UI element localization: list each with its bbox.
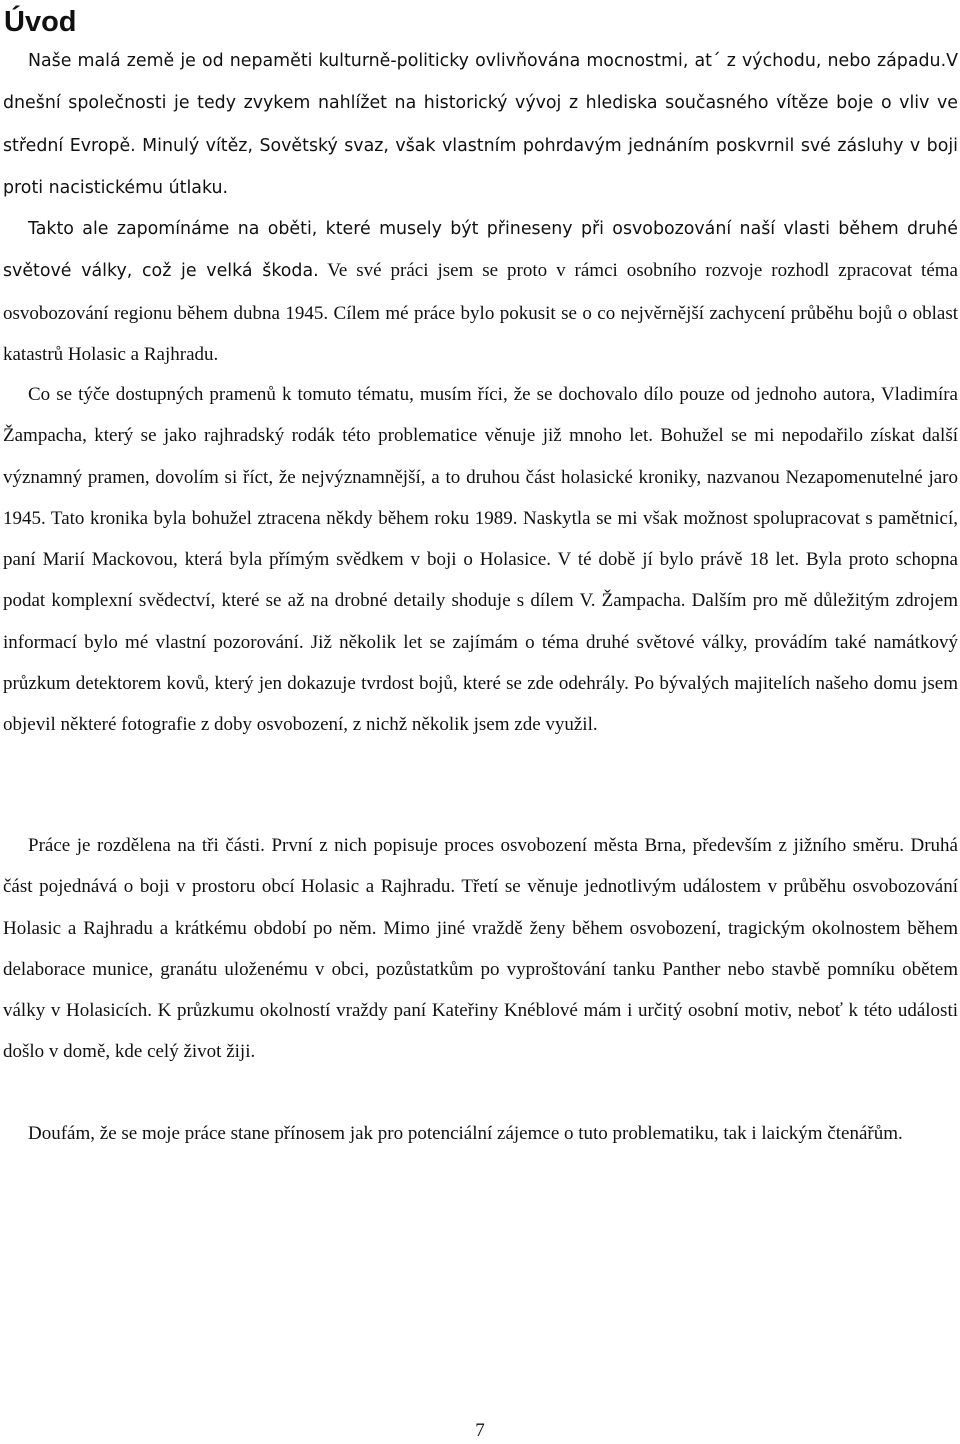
- paragraph-2-serif-text: Ve své práci jsem se proto v rámci osobního rozvoje rozhodl zpracovat téma osvobozování regionu během dubna 1945. Cílem mé práce bylo pokusit se o co nejvěrnější zachycení průběhu bojů o oblast katastrů Holasic a Rajhradu.: [3, 260, 958, 365]
- paragraph-1-text: Naše malá země je od nepaměti kulturně-politicky ovlivňována mocnostmi, at´ z východu, nebo západu.V dnešní společnosti je tedy zvykem nahlížet na historický vývoj z hlediska současného vítěze boje o vliv ve střední Evropě. Minulý vítěz, Sovětský svaz, však vlastním pohrdavým jednáním poskvrnil své zásluhy v boji proti nacistickému útlaku.: [3, 51, 958, 198]
- paragraph-2-sans-text: Takto ale zapomínáme na oběti, které musely být přineseny při osvobozování naší vlasti během druhé světové války, což je velká škoda.: [3, 219, 958, 282]
- page-title: Úvod: [4, 6, 77, 38]
- paragraph-5: [3, 1113, 958, 1154]
- paragraph-5-text: Doufám, že se moje práce stane přínosem jak pro potenciální zájemce o tuto problematiku, tak i laickým čtenářům.: [28, 1123, 903, 1144]
- paragraph-4: [3, 825, 958, 1073]
- paragraph-1: [3, 40, 958, 209]
- page-number: 7: [475, 1420, 485, 1441]
- paragraph-4-text: Práce je rozdělena na tři části. První z nich popisuje proces osvobození města Brna, především z jižního směru. Druhá část pojednává o boji v prostoru obcí Holasic a Rajhradu. Třetí se věnuje jednotlivým událostem v průběhu osvobozování Holasic a Rajhradu a krátkému období po něm. Mimo jiné vraždě ženy během osvobození, tragickým okolnostem během delaborace munice, granátu uloženému v obci, pozůstatkům po vyproštování tanku Panther nebo stavbě pomníku obětem války v Holasicích. K průzkumu okolností vraždy paní Kateřiny Knéblové mám i určitý osobní motiv, neboť k této události došlo v domě, kde celý život žiji.: [3, 835, 958, 1063]
- paragraph-3-text: Co se týče dostupných pramenů k tomuto tématu, musím říci, že se dochovalo dílo pouze od jednoho autora, Vladimíra Žampacha, který se jako rajhradský rodák této problematice věnuje již mnoho let. Bohužel se mi nepodařilo získat další významný pramen, dovolím si říct, že nejvýznamnější, a to druhou část holasické kroniky, nazvanou Nezapomenutelné jaro 1945. Tato kronika byla bohužel ztracena někdy během roku 1989. Naskytla se mi však možnost spolupracovat s pamětnicí, paní Marií Mackovou, která byla přímým svědkem v boji o Holasice. V té době jí bylo právě 18 let. Byla proto schopna podat komplexní svědectví, které se až na drobné detaily shoduje s dílem V. Žampacha. Dalším pro mě důležitým zdrojem informací bylo mé vlastní pozorování. Již několik let se zajímám o téma druhé světové války, provádím také namátkový průzkum detektorem kovů, který jen dokazuje tvrdost bojů, které se zde odehrály. Po bývalých majitelích našeho domu jsem objevil některé fotografie z doby osvobození, z nichž několik jsem zde využil.: [3, 384, 958, 736]
- paragraph-2: [3, 208, 958, 375]
- paragraph-3: [3, 374, 958, 746]
